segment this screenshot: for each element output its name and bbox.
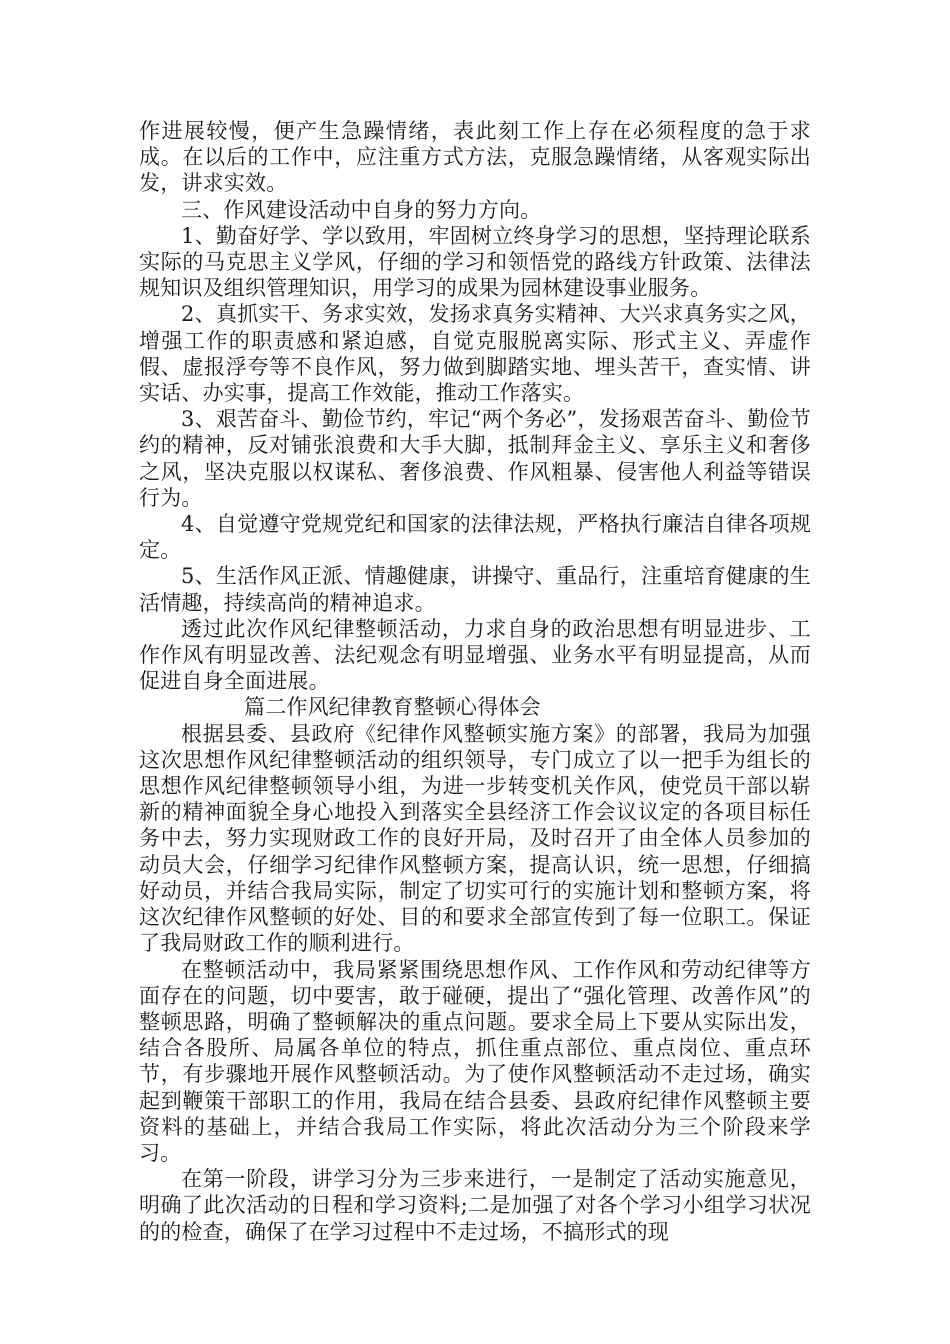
- document-body: [139, 118, 811, 1245]
- paragraph-item-4: 4、自觉遵守党规党纪和国家的法律法规，严格执行廉洁自律各项规定。: [139, 512, 811, 563]
- paragraph-body: 在第一阶段，讲学习分为三步来进行，一是制定了活动实施意见，明确了此次活动的日程和学习资料;二是加强了对各个学习小组学习状况的的检查，确保了在学习过程中不走过场，不搞形式的现: [139, 1167, 811, 1244]
- paragraph-item-5: 5、生活作风正派、情趣健康，讲操守、重品行，注重培育健康的生活情趣，持续高尚的精神追求。: [139, 564, 811, 615]
- section-title: 篇二作风纪律教育整顿心得体会: [244, 695, 541, 720]
- paragraph-item-1: 1、勤奋好学、学以致用，牢固树立终身学习的思想，坚持理论联系实际的马克思主义学风，仔细的学习和领悟党的路线方针政策、法律法规知识及组织管理知识，用学习的成果为园林建设事业服务。: [139, 223, 811, 301]
- paragraph-conclusion: 透过此次作风纪律整顿活动，力求自身的政治思想有明显进步、工作作风有明显改善、法纪观念有明显增强、业务水平有明显提高，从而促进自身全面进展。: [139, 616, 811, 694]
- paragraph-item-3: 3、艰苦奋斗、勤俭节约，牢记“两个务必”，发扬艰苦奋斗、勤俭节约的精神，反对铺张浪费和大手大脚，抵制拜金主义、享乐主义和奢侈之风，坚决克服以权谋私、奢侈浪费、作风粗暴、侵害他人利益等错误行为。: [139, 407, 811, 510]
- section-heading-three: 三、作风建设活动中自身的努力方向。: [181, 197, 542, 222]
- paragraph-body: 根据县委、县政府《纪律作风整顿实施方案》的部署，我局为加强这次思想作风纪律整顿活动的组织领导，专门成立了以一把手为组长的思想作风纪律整顿领导小组，为进一步转变机关作风，使党员干部以崭新的精神面貌全身心地投入到落实全县经济工作会议议定的各项目标任务中去，努力实现财政工作的良好开局，及时召开了由全体人员参加的动员大会，仔细学习纪律作风整顿方案，提高认识，统一思想，仔细搞好动员，并结合我局实际，制定了切实可行的实施计划和整顿方案，将这次纪律作风整顿的好处、目的和要求全部宣传到了每一位职工。保证了我局财政工作的顺利进行。: [139, 721, 811, 956]
- paragraph-body: 在整顿活动中，我局紧紧围绕思想作风、工作作风和劳动纪律等方面存在的问题，切中要害，敢于碰硬，提出了“强化管理、改善作风”的整顿思路，明确了整顿解决的重点问题。要求全局上下要从实际出发，结合各股所、局属各单位的特点，抓住重点部位、重点岗位、重点环节，有步骤地开展作风整顿活动。为了使作风整顿活动不走过场，确实起到鞭策干部职工的作用，我局在结合县委、县政府纪律作风整顿主要资料的基础上，并结合我局工作实际，将此次活动分为三个阶段来学习。: [139, 957, 811, 1165]
- paragraph-item-2: 2、真抓实干、务求实效，发扬求真务实精神、大兴求真务实之风，增强工作的职责感和紧迫感，自觉克服脱离实际、形式主义、弄虚作假、虚报浮夸等不良作风，努力做到脚踏实地、埋头苦干，查实情、讲实话、办实事，提高工作效能，推动工作落实。: [139, 302, 811, 406]
- paragraph-continued: 作进展较慢，便产生急躁情绪，表此刻工作上存在必须程度的急于求成。在以后的工作中，应注重方式方法，克服急躁情绪，从客观实际出发，讲求实效。: [139, 119, 811, 196]
